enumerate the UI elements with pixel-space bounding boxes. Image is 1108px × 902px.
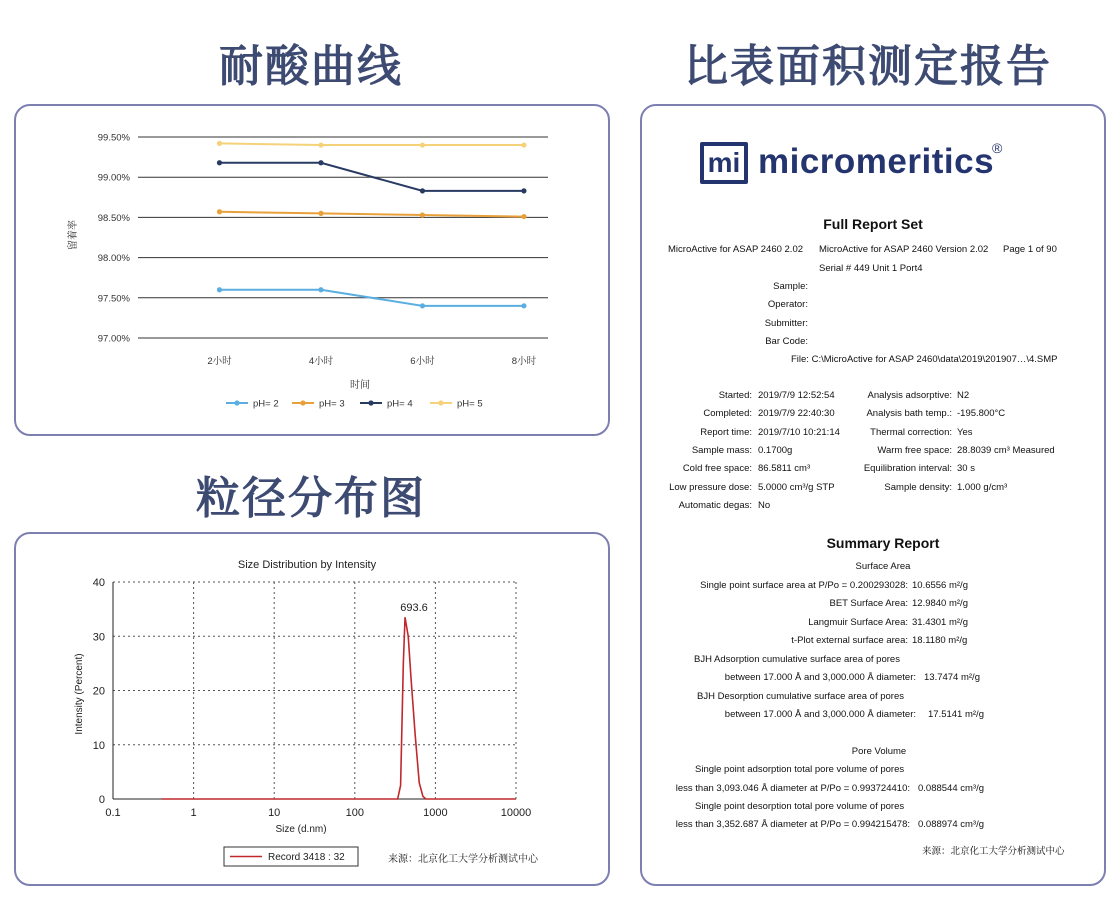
psd-y-axis-label: Intensity (Percent) (74, 653, 85, 735)
info-value-left: 0.1700g (758, 444, 793, 456)
info-value-left: 2019/7/10 10:21:14 (758, 426, 840, 438)
acid-legend-marker (438, 400, 443, 405)
psd-x-tick-label: 1000 (423, 807, 448, 819)
acid-data-point (318, 142, 323, 147)
bet-report-panel (640, 104, 1106, 886)
acid-legend-marker (300, 400, 305, 405)
acid-y-tick-label: 99.50% (97, 132, 130, 144)
psd-legend-label: Record 3418 : 32 (268, 852, 345, 863)
acid-x-tick-label: 6小时 (410, 356, 435, 367)
acid-data-point (217, 287, 222, 292)
acid-legend-label: pH= 3 (319, 398, 345, 410)
logo-wordmark: micromeritics (758, 142, 995, 181)
info-value-right: -195.800°C (957, 408, 1006, 420)
info-label-left: Automatic degas: (678, 499, 752, 511)
info-value-right: N2 (957, 390, 970, 401)
psd-source-note: 来源：北京化工大学分析测试中心 (388, 854, 538, 865)
acid-data-point (420, 142, 425, 147)
sa-bet-label: BET Surface Area: (829, 598, 908, 609)
sa-bjh-ads-label-a: BJH Adsorption cumulative surface area of pores (694, 654, 900, 665)
acid-y-tick-label: 98.50% (97, 212, 130, 224)
info-value-right: 30 s (957, 463, 975, 475)
sa-bjh-des-label-b: between 17.000 Å and 3,000.000 Å diameter: (724, 709, 916, 720)
info-value-left: No (758, 499, 771, 511)
report-heading-full: Full Report Set (823, 216, 923, 232)
info-label-right: Analysis adsorptive: (867, 390, 952, 401)
info-value-right: 28.8039 cm³ Measured (957, 444, 1055, 456)
psd-x-tick-label: 0.1 (105, 807, 121, 819)
pv-des-label-a: Single point desorption total pore volume of pores (695, 801, 905, 812)
psd-x-tick-label: 1 (190, 807, 197, 819)
info-label-right: Equilibration interval: (863, 463, 952, 475)
report-serial: Serial # 449 Unit 1 Port4 (819, 263, 923, 274)
psd-x-axis-label: Size (d.nm) (275, 824, 327, 835)
acid-line-chart (16, 106, 608, 434)
acid-y-tick-label: 97.00% (97, 333, 130, 345)
info-value-right: 1.000 g/cm³ (957, 481, 1008, 493)
surface-area-heading: Surface Area (855, 561, 911, 572)
sa-langmuir-value: 31.4301 m²/g (912, 617, 968, 628)
info-value-right: Yes (957, 426, 973, 438)
acid-chart-panel (14, 104, 610, 436)
acid-data-point (521, 188, 526, 193)
report-barcode-label: Bar Code: (765, 336, 808, 347)
psd-series-line (162, 617, 516, 799)
report-heading-summary: Summary Report (826, 535, 940, 551)
acid-data-point (318, 160, 323, 165)
psd-y-tick-label: 40 (92, 577, 105, 589)
acid-legend-label: pH= 2 (253, 398, 279, 410)
acid-x-tick-label: 4小时 (308, 356, 334, 367)
acid-legend (226, 399, 483, 410)
psd-x-tick-label: 100 (345, 807, 364, 819)
info-value-left: 2019/7/9 22:40:30 (758, 408, 835, 420)
acid-curve-title: 耐酸曲线 (219, 41, 403, 92)
acid-data-point (318, 211, 323, 216)
pv-des-value: 0.088974 cm³/g (918, 819, 985, 830)
info-label-right: Thermal correction: (870, 426, 952, 438)
info-label-left: Report time: (700, 426, 752, 438)
psd-y-tick-label: 0 (98, 794, 105, 806)
info-label-right: Analysis bath temp.: (866, 408, 952, 420)
acid-y-tick-label: 98.00% (97, 253, 130, 265)
report-file-path: File: C:\MicroActive for ASAP 2460\data\2019\201907…\4.SMP (791, 354, 1058, 365)
acid-legend-label: pH= 5 (457, 398, 483, 410)
acid-data-point (521, 214, 526, 219)
acid-data-point (420, 303, 425, 308)
report-software: MicroActive for ASAP 2460 2.02 (668, 244, 804, 255)
sa-bjh-ads-value: 13.7474 m²/g (924, 672, 980, 683)
info-label-left: Cold free space: (682, 463, 752, 475)
pv-ads-label-b: less than 3,093.046 Å diameter at P/Po = 0.993724410: (675, 783, 910, 794)
acid-data-point (420, 212, 425, 217)
psd-y-tick-label: 20 (92, 685, 105, 698)
acid-data-point (318, 287, 323, 292)
psd-x-tick-label: 10000 (500, 807, 532, 819)
bet-report-title: 比表面积测定报告 (684, 41, 1052, 92)
pv-ads-label-a: Single point adsorption total pore volume of pores (695, 764, 905, 775)
logo-mark-icon: mi (700, 142, 748, 184)
logo-registered: ® (992, 140, 1003, 156)
acid-x-tick-label: 2小时 (207, 356, 232, 367)
psd-peak-label: 693.6 (400, 602, 428, 614)
acid-legend-marker (368, 400, 373, 405)
info-label-right: Warm free space: (877, 444, 952, 456)
acid-data-point (521, 142, 526, 147)
acid-y-axis-label: 留着率 (68, 220, 79, 250)
sa-langmuir-label: Langmuir Surface Area: (808, 617, 908, 628)
sa-single-point-label: Single point surface area at P/Po = 0.200293028: (700, 580, 908, 591)
report-page-number: Page 1 of 90 (1003, 244, 1057, 255)
sa-tplot-value: 18.1180 m²/g (912, 635, 968, 646)
acid-data-point (217, 141, 222, 146)
sa-tplot-label: t-Plot external surface area: (791, 635, 908, 646)
acid-y-tick-label: 97.50% (97, 293, 130, 305)
acid-data-point (217, 160, 222, 165)
acid-x-axis-label: 时间 (350, 380, 370, 391)
acid-legend-marker (234, 400, 239, 405)
psd-y-tick-label: 30 (92, 631, 105, 644)
sa-bjh-ads-label-b: between 17.000 Å and 3,000.000 Å diameter: (724, 672, 916, 683)
report-body (642, 106, 1104, 884)
acid-data-point (521, 303, 526, 308)
pv-ads-value: 0.088544 cm³/g (918, 783, 985, 794)
report-submitter-label: Submitter: (764, 318, 808, 329)
sa-single-point-value: 10.6556 m²/g (912, 580, 968, 591)
sa-bjh-des-value: 17.5141 m²/g (928, 709, 984, 720)
info-label-left: Started: (718, 390, 752, 401)
psd-chart-panel (14, 532, 610, 886)
info-value-left: 86.5811 cm³ (758, 463, 811, 475)
acid-legend-label: pH= 4 (387, 398, 413, 410)
info-label-left: Sample mass: (691, 444, 752, 456)
acid-x-tick-label: 8小时 (511, 356, 537, 367)
report-sample-label: Sample: (773, 281, 808, 292)
acid-series-line (219, 212, 523, 217)
report-source-note: 来源：北京化工大学分析测试中心 (922, 846, 1065, 857)
psd-chart-title: Size Distribution by Intensity (237, 559, 377, 571)
psd-title: 粒径分布图 (196, 473, 426, 524)
report-operator-label: Operator: (767, 299, 808, 310)
info-label-right: Sample density: (884, 481, 952, 493)
acid-series-line (219, 143, 523, 145)
sa-bet-value: 12.9840 m²/g (912, 598, 968, 609)
report-software-version: MicroActive for ASAP 2460 Version 2.02 (819, 244, 989, 255)
info-value-left: 5.0000 cm³/g STP (758, 481, 835, 493)
info-label-left: Low pressure dose: (669, 481, 752, 493)
sa-bjh-des-label-a: BJH Desorption cumulative surface area of pores (697, 691, 904, 702)
acid-data-point (420, 188, 425, 193)
info-value-left: 2019/7/9 12:52:54 (758, 390, 835, 401)
psd-line-chart (16, 534, 608, 884)
psd-y-tick-label: 10 (92, 739, 105, 752)
psd-x-tick-label: 10 (268, 807, 281, 819)
pv-des-label-b: less than 3,352.687 Å diameter at P/Po = 0.994215478: (675, 819, 910, 830)
pore-volume-heading: Pore Volume (851, 746, 907, 757)
info-label-left: Completed: (703, 408, 752, 420)
acid-y-tick-label: 99.00% (97, 172, 130, 184)
acid-data-point (217, 209, 222, 214)
